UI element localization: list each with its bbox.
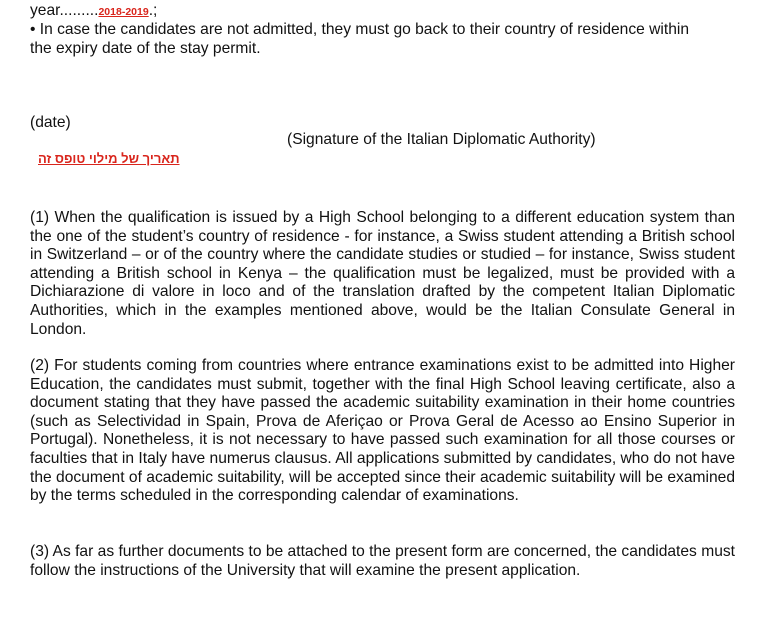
signature-authority-label: (Signature of the Italian Diplomatic Authority) bbox=[287, 131, 596, 148]
bullet-line-1: • In case the candidates are not admitted, they must go back to their country of residence within bbox=[30, 21, 690, 38]
year-value: 2018-2019 bbox=[98, 6, 149, 18]
note-1: (1) When the qualification is issued by a High School belonging to a different education system than the one of the student’s country of residence - for instance, a Swiss student attending a British school in Switzerland – or of the country where the candidate studies or studied – for instance, Swiss student attending a British school in Kenya – the qualification must be legalized, must be provided with a Dichiarazione di valore in loco and of the translation drafted by the competent Italian Diplomatic Authorities, which in the examples mentioned above, would be the Italian Consulate General in London. bbox=[30, 209, 735, 338]
hebrew-date-note: תאריך של מילוי טופס זה bbox=[38, 151, 180, 166]
bullet-line-2: the expiry date of the stay permit. bbox=[30, 40, 261, 57]
note-3: (3) As far as further documents to be attached to the present form are concerned, the candidates must follow the instructions of the University that will examine the present application. bbox=[30, 543, 735, 579]
year-suffix: .; bbox=[148, 2, 158, 19]
note-2: (2) For students coming from countries where entrance examinations exist to be admitted into Higher Education, the candidates must submit, together with the final High School leaving certificate, also a document stating that they have passed the academic suitability examination in their home countries (such as Selectividad in Spain, Prova de Aferiçao or Prova Geral de Acesso ao Ensino Superior in Portugal). Nonetheless, it is not necessary to have passed such examination for all those courses or faculties that in Italy have numerus clausus. All applications submitted by candidates, who do not have the document of academic suitability, will be accepted since their academic suitability will be examined by the terms scheduled in the corresponding calendar of examinations. bbox=[30, 357, 735, 505]
academic-year-line bbox=[30, 1, 157, 22]
date-label: (date) bbox=[30, 114, 71, 131]
year-prefix: year......... bbox=[30, 2, 99, 19]
